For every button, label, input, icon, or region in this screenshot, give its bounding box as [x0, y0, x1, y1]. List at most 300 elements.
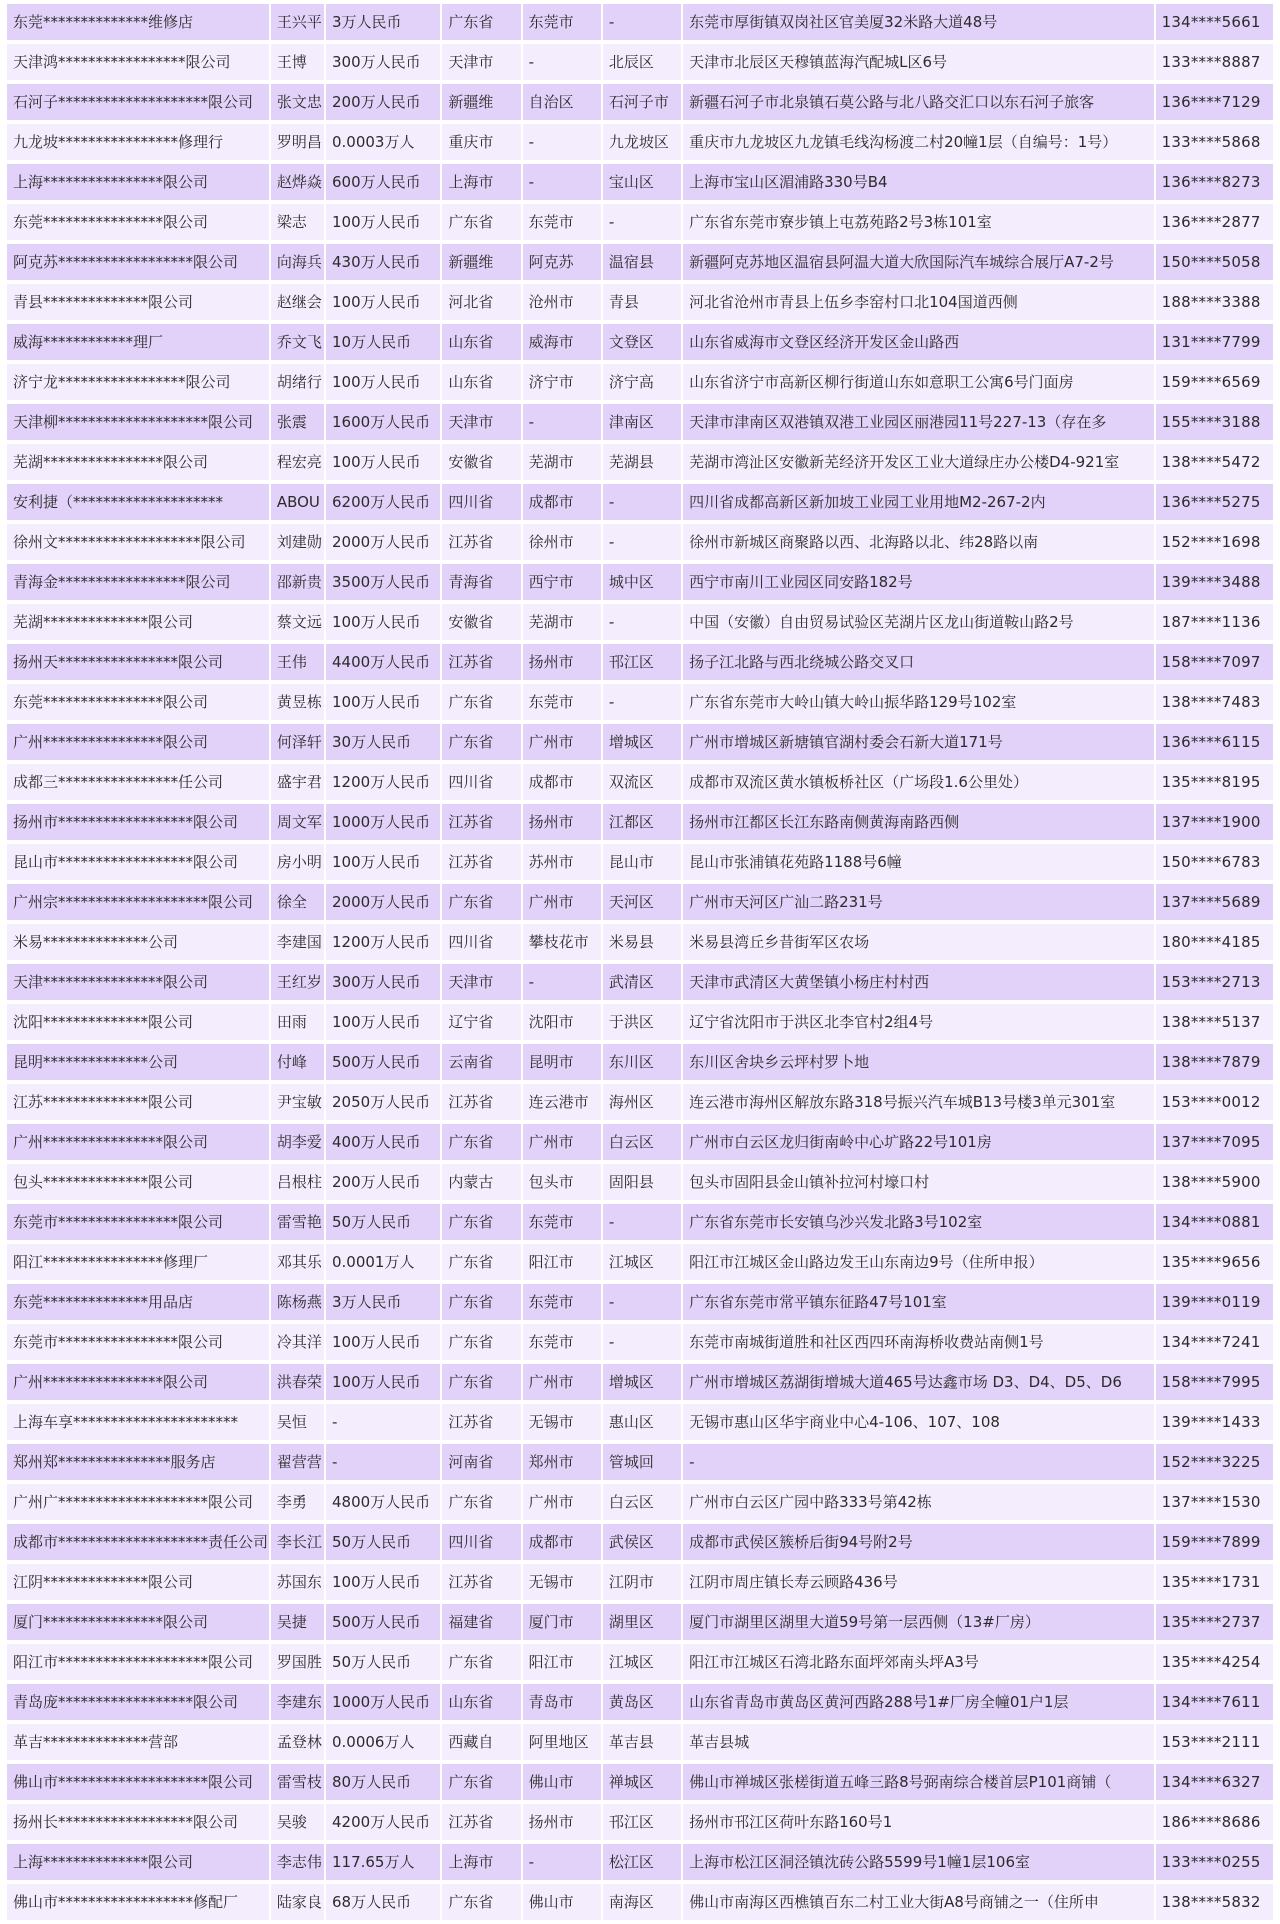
registered-capital-cell: 1200万人民币 [326, 764, 440, 800]
registered-capital-cell: 300万人民币 [326, 964, 440, 1000]
phone-cell: 136****5275 [1156, 484, 1273, 520]
district-cell: - [603, 1204, 681, 1240]
address-cell: 天津市津南区双港镇双港工业园区丽港园11号227-13（存在多 [683, 404, 1154, 440]
table-row [7, 524, 1273, 560]
address-cell: 扬州市江都区长江东路南侧黄海南路西侧 [683, 804, 1154, 840]
province-cell: 上海市 [442, 1844, 520, 1880]
phone-cell: 138****5137 [1156, 1004, 1273, 1040]
address-cell: 芜湖市湾沚区安徽新芜经济开发区工业大道绿庄办公楼D4-921室 [683, 444, 1154, 480]
district-cell: 宝山区 [603, 164, 681, 200]
city-cell: 东莞市 [523, 1324, 601, 1360]
phone-cell: 134****7241 [1156, 1324, 1273, 1360]
table-row [7, 1764, 1273, 1800]
table-row [7, 1204, 1273, 1240]
city-cell: 沧州市 [523, 284, 601, 320]
table-row [7, 724, 1273, 760]
legal-representative-cell: 张震 [271, 404, 324, 440]
phone-cell: 135****8195 [1156, 764, 1273, 800]
address-cell: - [683, 1444, 1154, 1480]
legal-representative-cell: 雷雪艳 [271, 1204, 324, 1240]
province-cell: 上海市 [442, 164, 520, 200]
district-cell: 邗江区 [603, 644, 681, 680]
province-cell: 新疆维 [442, 244, 520, 280]
table-row [7, 1724, 1273, 1760]
province-cell: 广东省 [442, 1884, 520, 1920]
legal-representative-cell: 程宏亮 [271, 444, 324, 480]
legal-representative-cell: 吴骏 [271, 1804, 324, 1840]
district-cell: - [603, 604, 681, 640]
registered-capital-cell: 50万人民币 [326, 1204, 440, 1240]
company-name-cell: 米易**************公司 [7, 924, 269, 960]
address-cell: 山东省济宁市高新区柳行街道山东如意职工公寓6号门面房 [683, 364, 1154, 400]
district-cell: - [603, 1324, 681, 1360]
company-name-cell: 上海****************限公司 [7, 164, 269, 200]
phone-cell: 138****7483 [1156, 684, 1273, 720]
phone-cell: 159****7899 [1156, 1524, 1273, 1560]
address-cell: 广州市白云区龙归街南岭中心圹路22号101房 [683, 1124, 1154, 1160]
registered-capital-cell: 0.0006万人 [326, 1724, 440, 1760]
district-cell: 米易县 [603, 924, 681, 960]
company-name-cell: 东莞市****************限公司 [7, 1204, 269, 1240]
province-cell: 内蒙古 [442, 1164, 520, 1200]
company-name-cell: 阳江****************修理厂 [7, 1244, 269, 1280]
registered-capital-cell: 430万人民币 [326, 244, 440, 280]
city-cell: 东莞市 [523, 1284, 601, 1320]
company-name-cell: 江苏**************限公司 [7, 1084, 269, 1120]
table-row [7, 1564, 1273, 1600]
district-cell: 济宁高 [603, 364, 681, 400]
address-cell: 广东省东莞市常平镇东征路47号101室 [683, 1284, 1154, 1320]
table-row [7, 484, 1273, 520]
district-cell: 海州区 [603, 1084, 681, 1120]
table-row [7, 1404, 1273, 1440]
province-cell: 天津市 [442, 964, 520, 1000]
table-row [7, 1524, 1273, 1560]
company-name-cell: 革吉**************营部 [7, 1724, 269, 1760]
city-cell: 广州市 [523, 1124, 601, 1160]
company-name-cell: 芜湖**************限公司 [7, 604, 269, 640]
address-cell: 广州市增城区新塘镇官湖村委会石新大道171号 [683, 724, 1154, 760]
table-row [7, 804, 1273, 840]
registered-capital-cell: 100万人民币 [326, 1564, 440, 1600]
legal-representative-cell: 陈杨燕 [271, 1284, 324, 1320]
registered-capital-cell: 3万人民币 [326, 1284, 440, 1320]
city-cell: 成都市 [523, 484, 601, 520]
legal-representative-cell: 吴捷 [271, 1604, 324, 1640]
phone-cell: 188****3388 [1156, 284, 1273, 320]
company-name-cell: 扬州市******************限公司 [7, 804, 269, 840]
company-name-cell: 成都市********************责任公司 [7, 1524, 269, 1560]
company-name-cell: 沈阳**************限公司 [7, 1004, 269, 1040]
province-cell: 西藏自 [442, 1724, 520, 1760]
district-cell: 东川区 [603, 1044, 681, 1080]
registered-capital-cell: 4200万人民币 [326, 1804, 440, 1840]
legal-representative-cell: 王兴平 [271, 4, 324, 40]
district-cell: - [603, 524, 681, 560]
province-cell: 江苏省 [442, 1404, 520, 1440]
phone-cell: 137****7095 [1156, 1124, 1273, 1160]
registered-capital-cell: 10万人民币 [326, 324, 440, 360]
company-name-cell: 天津****************限公司 [7, 964, 269, 1000]
table-row [7, 164, 1273, 200]
company-name-cell: 扬州天****************限公司 [7, 644, 269, 680]
city-cell: 青岛市 [523, 1684, 601, 1720]
address-cell: 新疆阿克苏地区温宿县阿温大道大欣国际汽车城综合展厅A7-2号 [683, 244, 1154, 280]
city-cell: 佛山市 [523, 1764, 601, 1800]
city-cell: 攀枝花市 [523, 924, 601, 960]
address-cell: 中国（安徽）自由贸易试验区芜湖片区龙山街道鞍山路2号 [683, 604, 1154, 640]
table-row [7, 44, 1273, 80]
legal-representative-cell: 孟登林 [271, 1724, 324, 1760]
phone-cell: 150****5058 [1156, 244, 1273, 280]
province-cell: 山东省 [442, 1684, 520, 1720]
legal-representative-cell: 罗明昌 [271, 124, 324, 160]
address-cell: 昆山市张浦镇花苑路1188号6幢 [683, 844, 1154, 880]
district-cell: 于洪区 [603, 1004, 681, 1040]
address-cell: 成都市武侯区簇桥后街94号附2号 [683, 1524, 1154, 1560]
phone-cell: 153****2111 [1156, 1724, 1273, 1760]
registered-capital-cell: 200万人民币 [326, 84, 440, 120]
table-row [7, 124, 1273, 160]
province-cell: 广东省 [442, 1484, 520, 1520]
company-name-cell: 天津鸿*****************限公司 [7, 44, 269, 80]
registered-capital-cell: 100万人民币 [326, 284, 440, 320]
table-row [7, 764, 1273, 800]
province-cell: 广东省 [442, 1124, 520, 1160]
registered-capital-cell: 500万人民币 [326, 1604, 440, 1640]
table-row [7, 1684, 1273, 1720]
registered-capital-cell: 200万人民币 [326, 1164, 440, 1200]
district-cell: 北辰区 [603, 44, 681, 80]
phone-cell: 134****7611 [1156, 1684, 1273, 1720]
table-row [7, 1444, 1273, 1480]
table-row [7, 924, 1273, 960]
province-cell: 新疆维 [442, 84, 520, 120]
phone-cell: 136****6115 [1156, 724, 1273, 760]
city-cell: 厦门市 [523, 1604, 601, 1640]
company-name-cell: 威海************理厂 [7, 324, 269, 360]
district-cell: - [603, 684, 681, 720]
province-cell: 广东省 [442, 1204, 520, 1240]
city-cell: 扬州市 [523, 1804, 601, 1840]
district-cell: 青县 [603, 284, 681, 320]
table-row [7, 204, 1273, 240]
district-cell: 南海区 [603, 1884, 681, 1920]
address-cell: 四川省成都高新区新加坡工业园工业用地M2-267-2内 [683, 484, 1154, 520]
city-cell: 济宁市 [523, 364, 601, 400]
registered-capital-cell: 0.0003万人 [326, 124, 440, 160]
province-cell: 广东省 [442, 204, 520, 240]
phone-cell: 153****0012 [1156, 1084, 1273, 1120]
address-cell: 扬子江北路与西北绕城公路交叉口 [683, 644, 1154, 680]
city-cell: 威海市 [523, 324, 601, 360]
company-name-cell: 广州****************限公司 [7, 724, 269, 760]
registered-capital-cell: 3万人民币 [326, 4, 440, 40]
table-row [7, 1284, 1273, 1320]
phone-cell: 136****2877 [1156, 204, 1273, 240]
district-cell: 石河子市 [603, 84, 681, 120]
legal-representative-cell: 李建国 [271, 924, 324, 960]
address-cell: 广州市增城区荔湖街增城大道465号达鑫市场 D3、D4、D5、D6 [683, 1364, 1154, 1400]
legal-representative-cell: 田雨 [271, 1004, 324, 1040]
phone-cell: 136****7129 [1156, 84, 1273, 120]
registered-capital-cell: 100万人民币 [326, 444, 440, 480]
phone-cell: 158****7995 [1156, 1364, 1273, 1400]
city-cell: - [523, 164, 601, 200]
registered-capital-cell: 2000万人民币 [326, 884, 440, 920]
legal-representative-cell: 吕根柱 [271, 1164, 324, 1200]
district-cell: 江阴市 [603, 1564, 681, 1600]
province-cell: 重庆市 [442, 124, 520, 160]
legal-representative-cell: 蔡文远 [271, 604, 324, 640]
table-row [7, 1124, 1273, 1160]
registered-capital-cell: 1000万人民币 [326, 804, 440, 840]
table-row [7, 844, 1273, 880]
legal-representative-cell: 何泽轩 [271, 724, 324, 760]
table-row [7, 564, 1273, 600]
city-cell: 东莞市 [523, 1204, 601, 1240]
district-cell: 禅城区 [603, 1764, 681, 1800]
company-name-cell: 佛山市********************限公司 [7, 1764, 269, 1800]
province-cell: 广东省 [442, 724, 520, 760]
province-cell: 四川省 [442, 484, 520, 520]
province-cell: 山东省 [442, 364, 520, 400]
company-name-cell: 郑州郑***************服务店 [7, 1444, 269, 1480]
phone-cell: 134****6327 [1156, 1764, 1273, 1800]
province-cell: 广东省 [442, 1244, 520, 1280]
table-row [7, 1084, 1273, 1120]
phone-cell: 180****4185 [1156, 924, 1273, 960]
phone-cell: 134****5661 [1156, 4, 1273, 40]
legal-representative-cell: 邓其乐 [271, 1244, 324, 1280]
registered-capital-cell: 0.0001万人 [326, 1244, 440, 1280]
registered-capital-cell: 500万人民币 [326, 1044, 440, 1080]
district-cell: 黄岛区 [603, 1684, 681, 1720]
legal-representative-cell: 刘建勋 [271, 524, 324, 560]
address-cell: 广东省东莞市长安镇乌沙兴发北路3号102室 [683, 1204, 1154, 1240]
district-cell: 津南区 [603, 404, 681, 440]
table-row [7, 1844, 1273, 1880]
phone-cell: 133****8887 [1156, 44, 1273, 80]
city-cell: - [523, 124, 601, 160]
registered-capital-cell: 1600万人民币 [326, 404, 440, 440]
phone-cell: 138****5900 [1156, 1164, 1273, 1200]
registered-capital-cell: - [326, 1444, 440, 1480]
district-cell: 白云区 [603, 1124, 681, 1160]
address-cell: 广东省东莞市寮步镇上屯荔苑路2号3栋101室 [683, 204, 1154, 240]
city-cell: 芜湖市 [523, 444, 601, 480]
city-cell: 广州市 [523, 884, 601, 920]
table-row [7, 964, 1273, 1000]
table-row [7, 684, 1273, 720]
province-cell: 江苏省 [442, 1564, 520, 1600]
province-cell: 广东省 [442, 1284, 520, 1320]
address-cell: 广东省东莞市大岭山镇大岭山振华路129号102室 [683, 684, 1154, 720]
phone-cell: 153****2713 [1156, 964, 1273, 1000]
address-cell: 包头市固阳县金山镇补拉河村壕口村 [683, 1164, 1154, 1200]
table-row [7, 1804, 1273, 1840]
address-cell: 江阴市周庄镇长寿云顾路436号 [683, 1564, 1154, 1600]
table-row [7, 1484, 1273, 1520]
registered-capital-cell: 100万人民币 [326, 844, 440, 880]
legal-representative-cell: 雷雪枝 [271, 1764, 324, 1800]
city-cell: 东莞市 [523, 4, 601, 40]
phone-cell: 159****6569 [1156, 364, 1273, 400]
legal-representative-cell: 罗国胜 [271, 1644, 324, 1680]
province-cell: 广东省 [442, 4, 520, 40]
district-cell: 武清区 [603, 964, 681, 1000]
province-cell: 福建省 [442, 1604, 520, 1640]
registered-capital-cell: 100万人民币 [326, 1364, 440, 1400]
district-cell: 江城区 [603, 1244, 681, 1280]
province-cell: 河南省 [442, 1444, 520, 1480]
address-cell: 西宁市南川工业园区同安路182号 [683, 564, 1154, 600]
district-cell: 增城区 [603, 724, 681, 760]
legal-representative-cell: 胡绪行 [271, 364, 324, 400]
table-row [7, 4, 1273, 40]
legal-representative-cell: 冷其洋 [271, 1324, 324, 1360]
district-cell: 邗江区 [603, 1804, 681, 1840]
company-name-cell: 广州****************限公司 [7, 1364, 269, 1400]
phone-cell: 152****1698 [1156, 524, 1273, 560]
city-cell: 自治区 [523, 84, 601, 120]
phone-cell: 131****7799 [1156, 324, 1273, 360]
address-cell: 新疆石河子市北泉镇石莫公路与北八路交汇口以东石河子旅客 [683, 84, 1154, 120]
table-row [7, 1324, 1273, 1360]
table-row [7, 884, 1273, 920]
legal-representative-cell: 陆家良 [271, 1884, 324, 1920]
district-cell: 芜湖县 [603, 444, 681, 480]
company-name-cell: 成都三****************任公司 [7, 764, 269, 800]
address-cell: 天津市武清区大黄堡镇小杨庄村村西 [683, 964, 1154, 1000]
table-row [7, 84, 1273, 120]
city-cell: 成都市 [523, 1524, 601, 1560]
district-cell: - [603, 484, 681, 520]
city-cell: 东莞市 [523, 684, 601, 720]
address-cell: 山东省青岛市黄岛区黄河西路288号1#厂房全幢01户1层 [683, 1684, 1154, 1720]
legal-representative-cell: 李勇 [271, 1484, 324, 1520]
city-cell: 包头市 [523, 1164, 601, 1200]
address-cell: 河北省沧州市青县上伍乡李窑村口北104国道西侧 [683, 284, 1154, 320]
legal-representative-cell: 周文军 [271, 804, 324, 840]
district-cell: 温宿县 [603, 244, 681, 280]
address-cell: 佛山市禅城区张槎街道五峰三路8号弼南综合楼首层P101商铺（ [683, 1764, 1154, 1800]
registered-capital-cell: 100万人民币 [326, 1004, 440, 1040]
table-row [7, 444, 1273, 480]
phone-cell: 136****8273 [1156, 164, 1273, 200]
phone-cell: 133****5868 [1156, 124, 1273, 160]
registered-capital-cell: 3500万人民币 [326, 564, 440, 600]
city-cell: 芜湖市 [523, 604, 601, 640]
city-cell: - [523, 964, 601, 1000]
district-cell: 江都区 [603, 804, 681, 840]
city-cell: 阳江市 [523, 1644, 601, 1680]
city-cell: 阿克苏 [523, 244, 601, 280]
phone-cell: 150****6783 [1156, 844, 1273, 880]
table-row [7, 404, 1273, 440]
district-cell: 天河区 [603, 884, 681, 920]
phone-cell: 138****5832 [1156, 1884, 1273, 1920]
table-row [7, 1004, 1273, 1040]
phone-cell: 187****1136 [1156, 604, 1273, 640]
company-name-cell: 广州****************限公司 [7, 1124, 269, 1160]
address-cell: 无锡市惠山区华宇商业中心4-106、107、108 [683, 1404, 1154, 1440]
company-name-cell: 包头**************限公司 [7, 1164, 269, 1200]
province-cell: 江苏省 [442, 644, 520, 680]
province-cell: 四川省 [442, 764, 520, 800]
legal-representative-cell: 赵烨焱 [271, 164, 324, 200]
address-cell: 东川区舍块乡云坪村罗卜地 [683, 1044, 1154, 1080]
phone-cell: 155****3188 [1156, 404, 1273, 440]
registered-capital-cell: 1200万人民币 [326, 924, 440, 960]
legal-representative-cell: 王博 [271, 44, 324, 80]
company-name-cell: 阿克苏******************限公司 [7, 244, 269, 280]
table-row [7, 644, 1273, 680]
province-cell: 河北省 [442, 284, 520, 320]
district-cell: 昆山市 [603, 844, 681, 880]
address-cell: 米易县湾丘乡昔街军区农场 [683, 924, 1154, 960]
city-cell: 成都市 [523, 764, 601, 800]
district-cell: 惠山区 [603, 1404, 681, 1440]
phone-cell: 137****5689 [1156, 884, 1273, 920]
registered-capital-cell: 100万人民币 [326, 604, 440, 640]
address-cell: 革吉县城 [683, 1724, 1154, 1760]
city-cell: 沈阳市 [523, 1004, 601, 1040]
province-cell: 广东省 [442, 1364, 520, 1400]
registered-capital-cell: 100万人民币 [326, 1324, 440, 1360]
table-row [7, 1644, 1273, 1680]
table-row [7, 324, 1273, 360]
city-cell: 郑州市 [523, 1444, 601, 1480]
registered-capital-cell: 600万人民币 [326, 164, 440, 200]
company-name-cell: 徐州文*******************限公司 [7, 524, 269, 560]
registered-capital-cell: 68万人民币 [326, 1884, 440, 1920]
company-name-cell: 阳江市********************限公司 [7, 1644, 269, 1680]
address-cell: 上海市松江区洞泾镇沈砖公路5599号1幢1层106室 [683, 1844, 1154, 1880]
city-cell: 无锡市 [523, 1564, 601, 1600]
city-cell: - [523, 44, 601, 80]
city-cell: 扬州市 [523, 644, 601, 680]
table-row [7, 1044, 1273, 1080]
city-cell: 连云港市 [523, 1084, 601, 1120]
province-cell: 广东省 [442, 684, 520, 720]
address-cell: 阳江市江城区金山路边发王山东南边9号（住所申报） [683, 1244, 1154, 1280]
address-cell: 成都市双流区黄水镇板桥社区（广场段1.6公里处） [683, 764, 1154, 800]
district-cell: - [603, 1284, 681, 1320]
phone-cell: 133****0255 [1156, 1844, 1273, 1880]
city-cell: 昆明市 [523, 1044, 601, 1080]
phone-cell: 134****0881 [1156, 1204, 1273, 1240]
province-cell: 辽宁省 [442, 1004, 520, 1040]
address-cell: 佛山市南海区西樵镇百东二村工业大街A8号商铺之一（住所申 [683, 1884, 1154, 1920]
address-cell: 重庆市九龙坡区九龙镇毛线沟杨渡二村20幢1层（自编号：1号） [683, 124, 1154, 160]
province-cell: 青海省 [442, 564, 520, 600]
address-cell: 辽宁省沈阳市于洪区北李官村2组4号 [683, 1004, 1154, 1040]
legal-representative-cell: 付峰 [271, 1044, 324, 1080]
district-cell: 双流区 [603, 764, 681, 800]
legal-representative-cell: 赵继会 [271, 284, 324, 320]
district-cell: - [603, 204, 681, 240]
district-cell: 江城区 [603, 1644, 681, 1680]
registered-capital-cell: 6200万人民币 [326, 484, 440, 520]
phone-cell: 139****1433 [1156, 1404, 1273, 1440]
city-cell: 阳江市 [523, 1244, 601, 1280]
province-cell: 云南省 [442, 1044, 520, 1080]
city-cell: - [523, 404, 601, 440]
legal-representative-cell: 王红岁 [271, 964, 324, 1000]
legal-representative-cell: 房小明 [271, 844, 324, 880]
city-cell: 扬州市 [523, 804, 601, 840]
